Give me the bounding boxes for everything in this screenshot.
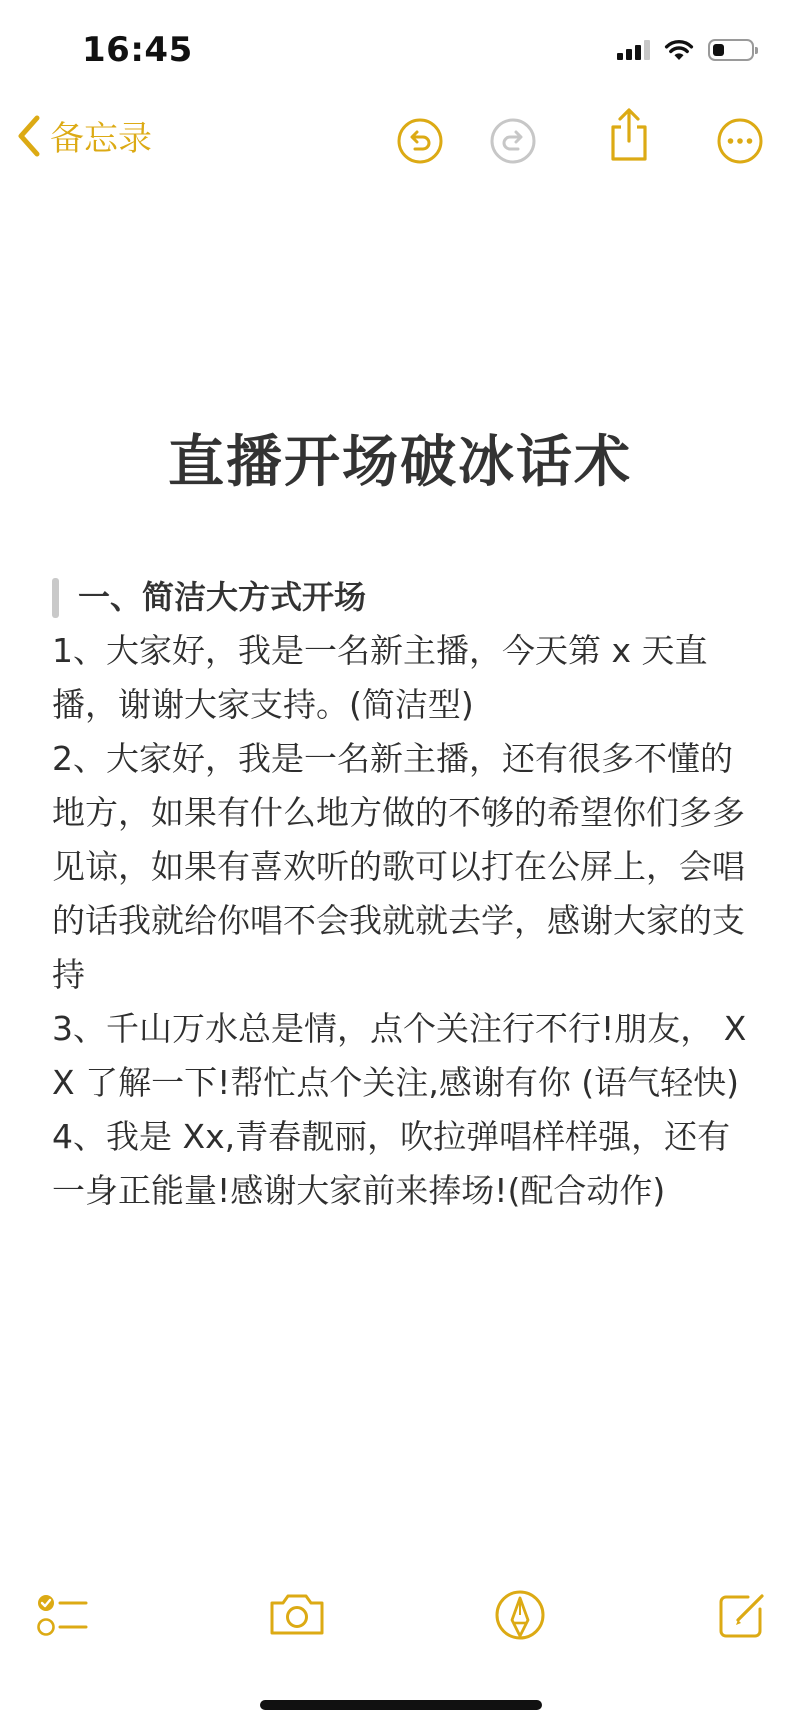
block-quote-bar — [52, 578, 59, 618]
nav-bar — [0, 105, 800, 179]
camera-button[interactable] — [266, 1585, 328, 1645]
markup-pen-icon — [490, 1585, 550, 1645]
chevron-left-icon — [16, 114, 42, 158]
compose-button[interactable] — [712, 1585, 772, 1645]
undo-icon — [396, 117, 444, 165]
status-icons — [617, 38, 754, 62]
checklist-button[interactable] — [34, 1585, 94, 1645]
note-paragraph-3: 3、千山万水总是情，点个关注行不行!朋友， XX 了解一下!帮忙点个关注,感谢有你 (语气轻快) — [52, 1009, 747, 1102]
note-title[interactable]: 直播开场破冰话术 — [168, 430, 632, 495]
more-icon — [716, 117, 764, 165]
section-heading — [52, 570, 762, 624]
share-button[interactable] — [606, 107, 652, 163]
status-bar — [0, 0, 800, 100]
redo-button[interactable] — [489, 117, 537, 165]
note-body[interactable] — [52, 570, 762, 1218]
wifi-icon — [664, 38, 694, 62]
note-paragraph-4: 4、我是 Xx,青春靓丽，吹拉弹唱样样强，还有一身正能量!感谢大家前来捧场!(配合动作) — [52, 1117, 731, 1210]
compose-icon — [712, 1585, 772, 1645]
bottom-toolbar — [0, 1585, 800, 1655]
note-paragraph-1: 1、大家好，我是一名新主播，今天第 x 天直播，谢谢大家支持。(简洁型) — [52, 631, 708, 724]
more-button[interactable] — [716, 117, 764, 165]
markup-button[interactable] — [490, 1585, 550, 1645]
note-paragraph-2: 2、大家好，我是一名新主播，还有很多不懂的地方，如果有什么地方做的不够的希望你们多多见谅，如果有喜欢听的歌可以打在公屏上，会唱的话我就给你唱不会我就就去学，感谢大家的支持 — [52, 739, 745, 994]
battery-icon — [708, 39, 754, 61]
battery-level-fill — [713, 44, 724, 56]
section-heading-text: 一、简洁大方式开场 — [78, 578, 367, 616]
back-button[interactable] — [16, 111, 152, 160]
share-icon — [606, 107, 652, 163]
home-indicator[interactable] — [260, 1700, 542, 1710]
back-label: 备忘录 — [50, 119, 152, 159]
undo-button[interactable] — [396, 117, 444, 165]
status-time: 16:45 — [82, 30, 193, 70]
redo-icon — [489, 117, 537, 165]
checklist-icon — [34, 1585, 94, 1645]
camera-icon — [266, 1585, 328, 1645]
cellular-signal-icon — [617, 40, 650, 60]
